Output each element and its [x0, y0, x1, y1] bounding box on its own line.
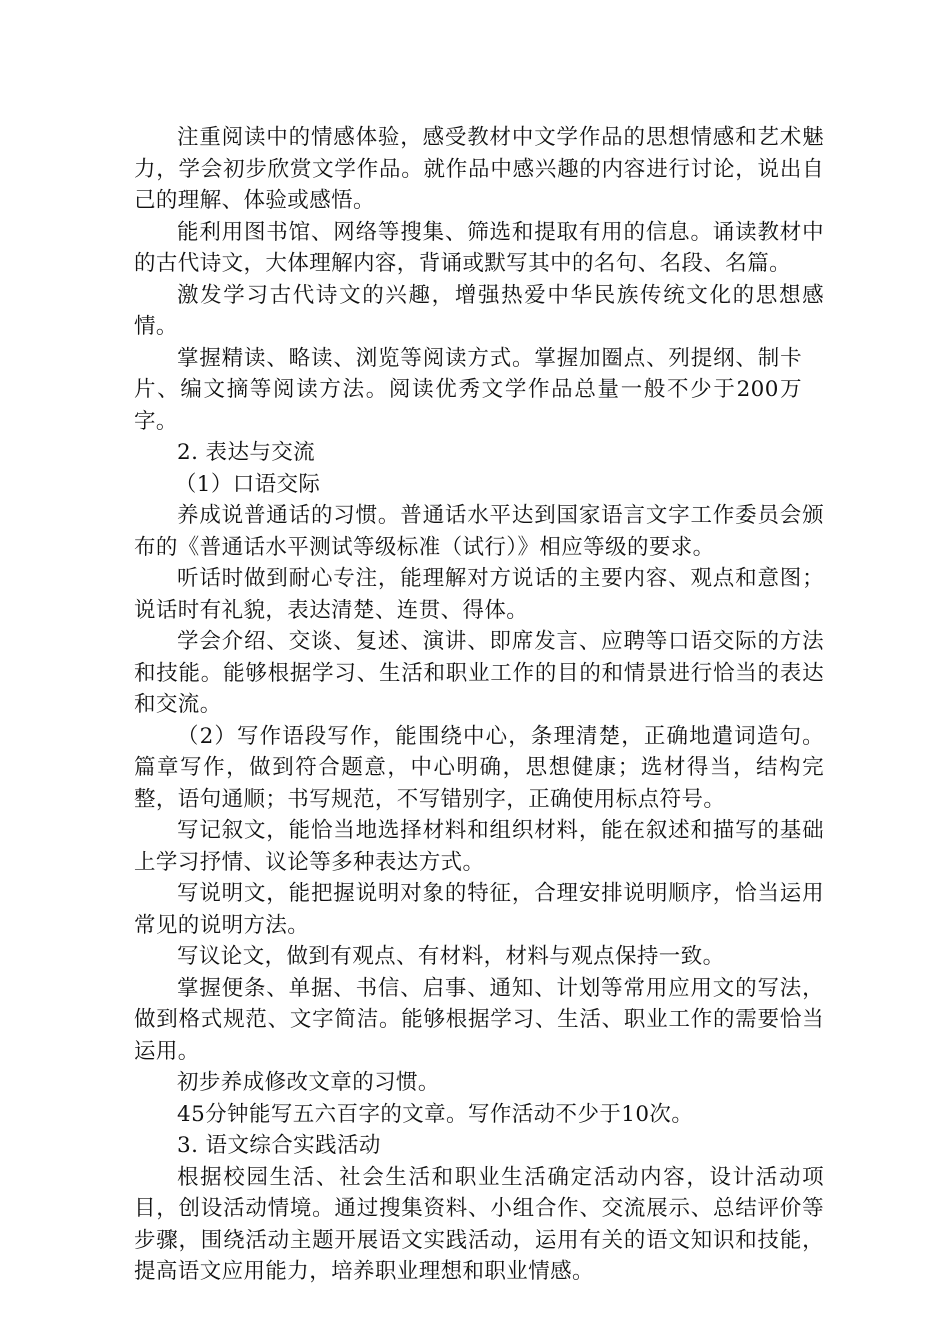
paragraph-expository-writing: 写说明文，能把握说明对象的特征，合理安排说明顺序，恰当运用常见的说明方法。 [134, 881, 824, 938]
paragraph-reading-methods: 掌握精读、略读、浏览等阅读方式。掌握加圈点、列提纲、制卡片、编文摘等阅读方法。阅读优秀文学作品总量一般不少于200万字。 [134, 345, 802, 434]
paragraph-practical-writing: 掌握便条、单据、书信、启事、通知、计划等常用应用文的写法，做到格式规范、文字简洁。能够根据学习、生活、职业工作的需要恰当运用。 [134, 975, 824, 1064]
paragraph-mandarin-habit: 养成说普通话的习惯。普通话水平达到国家语言文字工作委员会颁布的《普通话水平测试等级标准（试行）》相应等级的要求。 [134, 503, 824, 560]
paragraph-information-search: 能利用图书馆、网络等搜集、筛选和提取有用的信息。诵读教材中的古代诗文，大体理解内容，背诵或默写其中的名句、名段、名篇。 [134, 219, 824, 276]
section-heading-expression: 2. 表达与交流 [177, 440, 316, 465]
paragraph-practice-activities: 根据校园生活、社会生活和职业生活确定活动内容，设计活动项目，创设活动情境。通过搜集资料、小组合作、交流展示、总结评价等步骤，围绕活动主题开展语文实践活动，运用有关的语文知识和技能，提高语文应用能力，培养职业理想和职业情感。 [134, 1164, 824, 1284]
section-heading-comprehensive-practice: 3. 语文综合实践活动 [177, 1133, 381, 1158]
paragraph-argumentative-writing: 写议论文，做到有观点、有材料，材料与观点保持一致。 [177, 944, 725, 969]
paragraph-writing-quantity: 45分钟能写五六百字的文章。写作活动不少于10次。 [177, 1101, 694, 1127]
subsection-heading-oral-communication: （1）口语交际 [174, 471, 321, 497]
paragraph-writing-basics: （2）写作语段写作，能围绕中心，条理清楚，正确地遣词造句。篇章写作，做到符合题意，中心明确，思想健康；选材得当，结构完整，语句通顺；书写规范，不写错别字，正确使用标点符号。 [134, 723, 824, 812]
paragraph-ancient-poetry-interest: 激发学习古代诗文的兴趣，增强热爱中华民族传统文化的思想感情。 [134, 282, 824, 339]
paragraph-narrative-writing: 写记叙文，能恰当地选择材料和组织材料，能在叙述和描写的基础上学习抒情、议论等多种表达方式。 [134, 818, 824, 875]
paragraph-listening-speaking: 听话时做到耐心专注，能理解对方说话的主要内容、观点和意图；说话时有礼貌，表达清楚、连贯、得体。 [134, 566, 824, 623]
paragraph-revision-habit: 初步养成修改文章的习惯。 [177, 1070, 440, 1095]
document-body [134, 122, 824, 1288]
paragraph-emotional-reading: 注重阅读中的情感体验，感受教材中文学作品的思想情感和艺术魅力，学会初步欣赏文学作品。就作品中感兴趣的内容进行讨论，说出自己的理解、体验或感悟。 [134, 125, 824, 213]
paragraph-oral-skills: 学会介绍、交谈、复述、演讲、即席发言、应聘等口语交际的方法和技能。能够根据学习、生活和职业工作的目的和情景进行恰当的表达和交流。 [134, 629, 824, 717]
